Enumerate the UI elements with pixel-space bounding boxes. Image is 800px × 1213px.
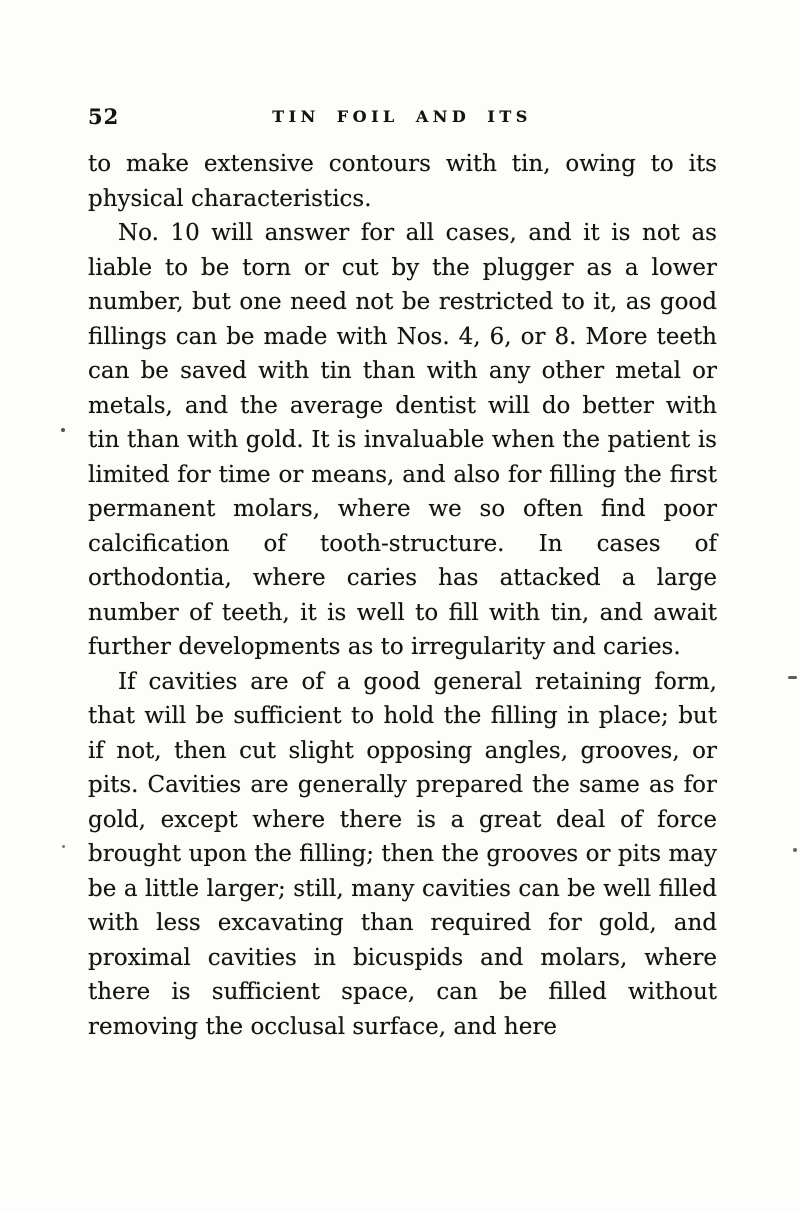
paragraph-continuation: to make extensive contours with tin, owing to its physical characteristics. [88, 151, 717, 212]
running-head [88, 103, 716, 131]
page-body [88, 147, 717, 1044]
scan-artifact [788, 676, 797, 679]
scan-artifact [62, 845, 65, 848]
paragraph: No. 10 will answer for all cases, and it is not as liable to be torn or cut by the plugger as a lower number, but one need not be restricted to it, as good fillings can be made with Nos. 4, 6, or 8. More teeth can be saved with tin than with any other metal or metals, and the average dentist will do better with tin than with gold. It is invaluable when the patient is limited for time or means, and also for filling the first permanent molars, where we so often find poor calcification of tooth-structure. In cases of orthodontia, where caries has attacked a large number of teeth, it is well to fill with tin, and await further developments as to irregularity and caries. [88, 220, 717, 660]
scan-artifact [61, 428, 65, 432]
scan-artifact [793, 848, 797, 852]
page-number: 52 [88, 104, 120, 129]
running-title: TIN FOIL AND ITS [272, 107, 532, 126]
paragraph: If cavities are of a good general retaining form, that will be sufficient to hold the filling in place; but if not, then cut slight opposing angles, grooves, or pits. Cavities are generally prepared the same as for gold, except where there is a great deal of force brought upon the filling; then the grooves or pits may be a little larger; still, many cavities can be well filled with less excavating than required for gold, and proximal cavities in bicuspids and molars, where there is sufficient space, can be filled without removing the occlusal surface, and here [88, 668, 717, 1040]
